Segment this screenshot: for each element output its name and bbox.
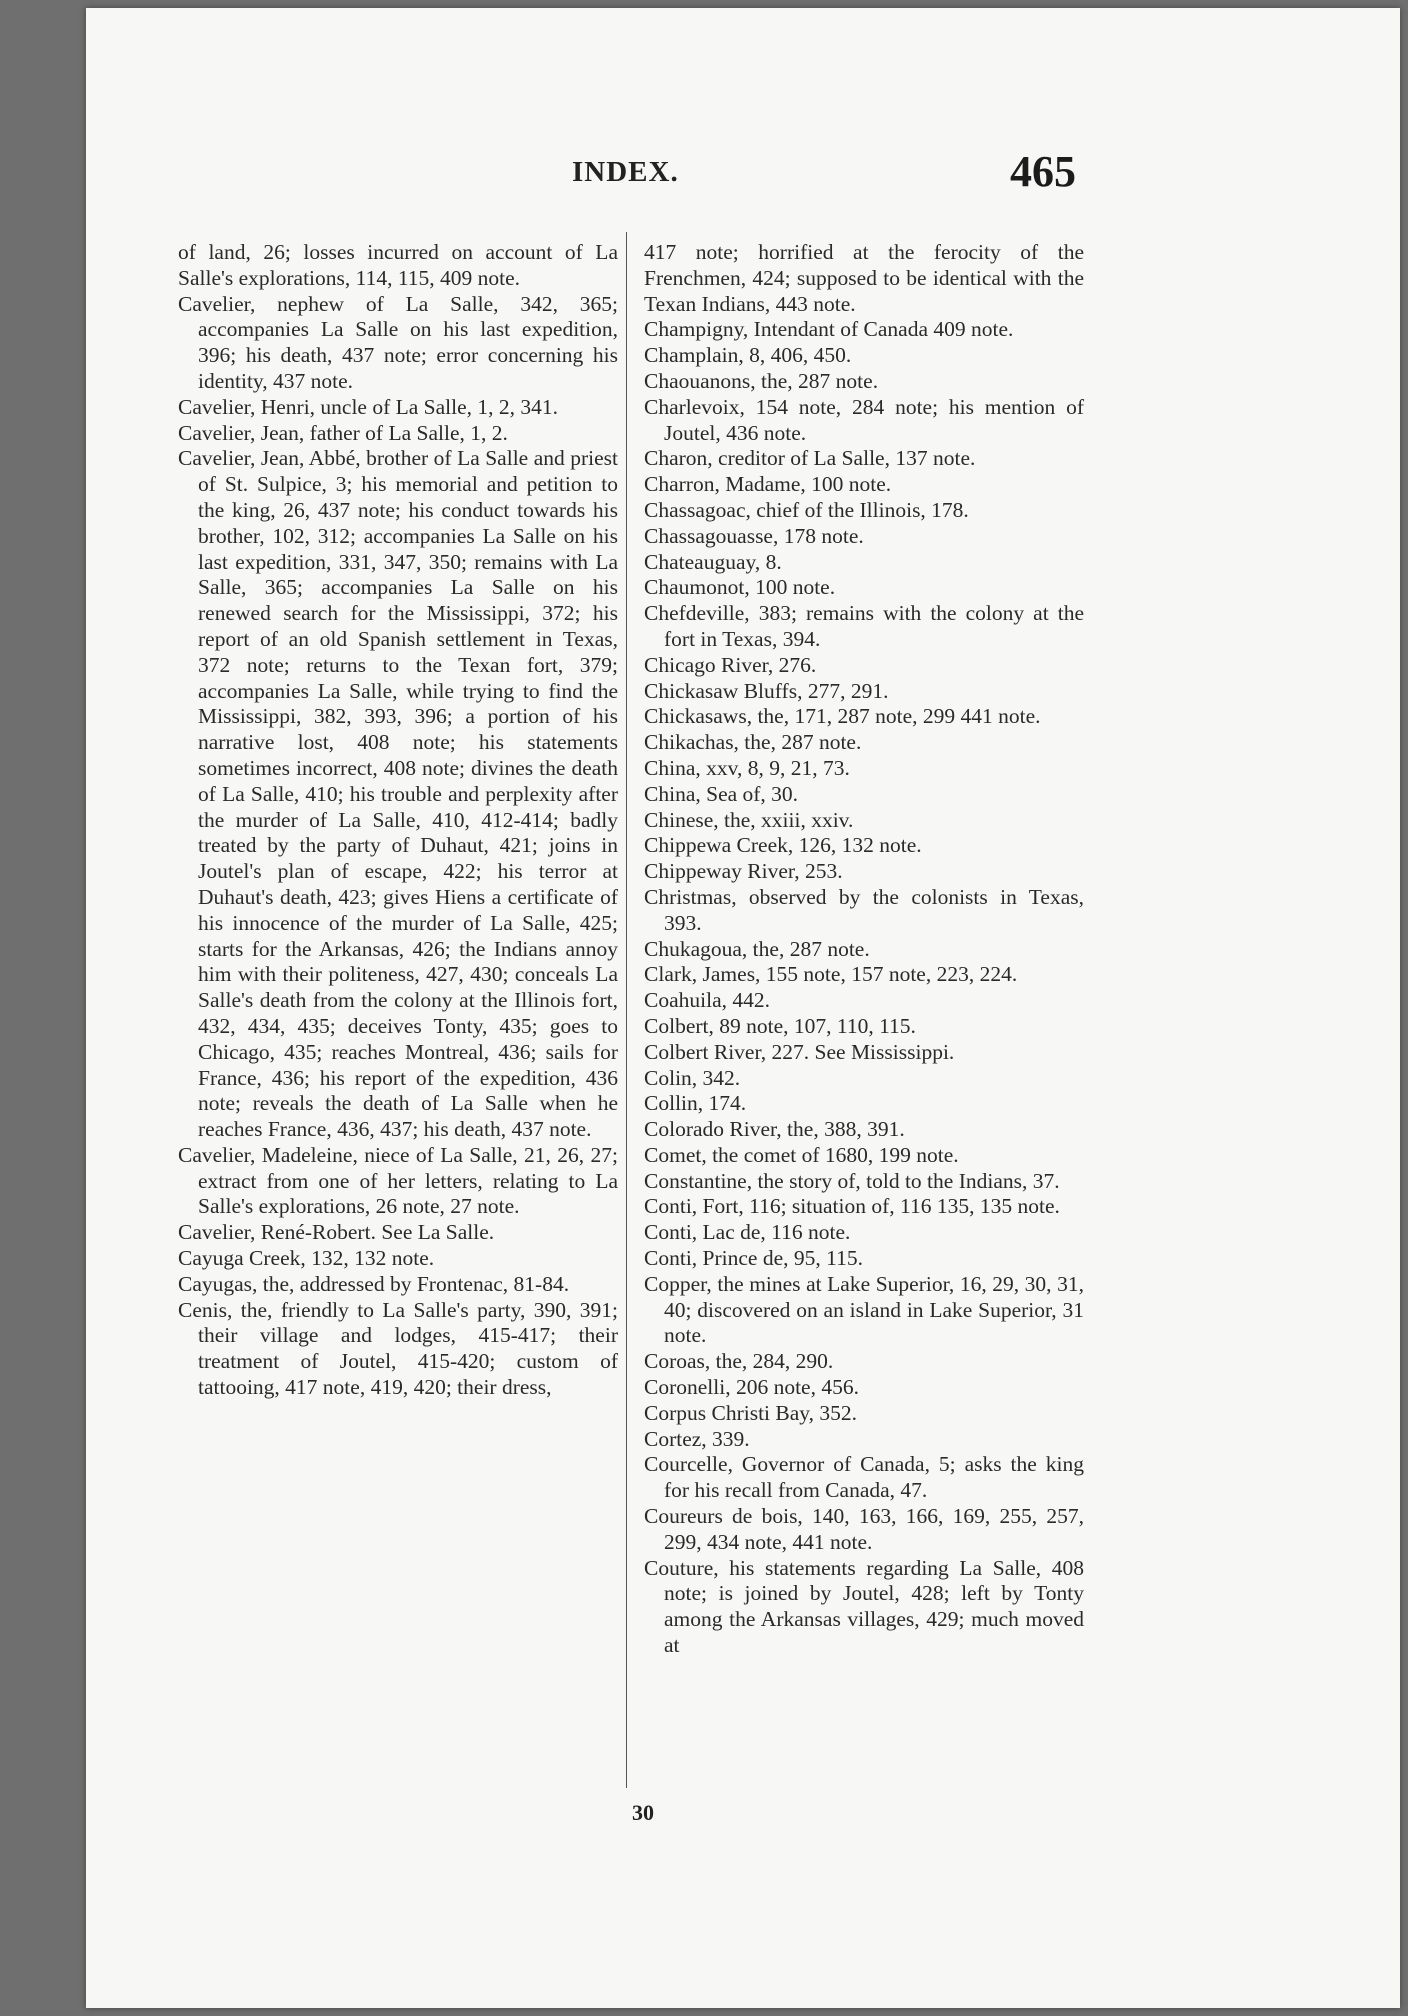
- index-column-right: [644, 240, 1084, 1659]
- index-entry: Colorado River, the, 388, 391.: [644, 1117, 905, 1142]
- index-entry: Copper, the mines at Lake Superior, 16, 29, 30, 31, 40; discovered on an island in Lake Superior, 31 note.: [644, 1271, 1084, 1348]
- index-entry: Coahuila, 442.: [644, 988, 770, 1013]
- index-entry: Cavelier, nephew of La Salle, 342, 365; accompanies La Salle on his last expedition, 396; his death, 437 note; error concerning his identity, 437 note.: [178, 291, 618, 393]
- index-entry: Colbert, 89 note, 107, 110, 115.: [644, 1013, 916, 1038]
- index-entry: Coureurs de bois, 140, 163, 166, 169, 255, 257, 299, 434 note, 441 note.: [644, 1504, 1084, 1554]
- index-entry: Cavelier, Madeleine, niece of La Salle, 21, 26, 27; extract from one of her letters, relating to La Salle's explorations, 26 note, 27 note.: [178, 1142, 618, 1219]
- index-entry: Cavelier, René-Robert. See La Salle.: [178, 1220, 495, 1245]
- index-entry: Conti, Fort, 116; situation of, 116 135, 135 note.: [644, 1194, 1060, 1219]
- index-entry: Chateauguay, 8.: [644, 549, 782, 574]
- index-entry: Charron, Madame, 100 note.: [644, 472, 892, 497]
- index-entry: Clark, James, 155 note, 157 note, 223, 224.: [644, 962, 1018, 987]
- index-entry: Chippeway River, 253.: [644, 859, 843, 884]
- index-entry: Chukagoua, the, 287 note.: [644, 936, 870, 961]
- index-entry: Chickasaws, the, 171, 287 note, 299 441 note.: [644, 704, 1041, 729]
- index-entry: Charon, creditor of La Salle, 137 note.: [644, 446, 976, 471]
- index-entry: Chinese, the, xxiii, xxiv.: [644, 807, 854, 832]
- index-entry: Collin, 174.: [644, 1091, 747, 1116]
- index-entry: Chippewa Creek, 126, 132 note.: [644, 833, 922, 858]
- index-entry: Chaumonot, 100 note.: [644, 575, 836, 600]
- index-entry: Chaouanons, the, 287 note.: [644, 368, 879, 393]
- index-entry: Couture, his statements regarding La Salle, 408 note; is joined by Joutel, 428; left by Tonty among the Arkansas villages, 429; much moved at: [644, 1555, 1084, 1658]
- index-entry: 417 note; horrified at the ferocity of the Frenchmen, 424; supposed to be identical with the Texan Indians, 443 note.: [644, 240, 1084, 316]
- page-number: 465: [1010, 147, 1076, 196]
- index-entry: Cayugas, the, addressed by Frontenac, 81-84.: [178, 1271, 570, 1296]
- index-entry: China, xxv, 8, 9, 21, 73.: [644, 755, 850, 780]
- index-entry: Cenis, the, friendly to La Salle's party, 390, 391; their village and lodges, 415-417; their treatment of Joutel, 415-420; custom of tattooing, 417 note, 419, 420; their dress,: [178, 1297, 618, 1400]
- signature-mark: 30: [632, 1800, 654, 1825]
- index-column-left: [178, 240, 618, 1401]
- index-entry: Champigny, Intendant of Canada 409 note.: [644, 317, 1014, 342]
- index-entry: Colin, 342.: [644, 1065, 741, 1090]
- index-entry: Chassagoac, chief of the Illinois, 178.: [644, 497, 969, 522]
- index-entry: Chefdeville, 383; remains with the colony at the fort in Texas, 394.: [644, 601, 1084, 651]
- index-entry: Cavelier, Jean, father of La Salle, 1, 2.: [178, 420, 508, 445]
- index-entry: Cavelier, Henri, uncle of La Salle, 1, 2, 341.: [178, 394, 559, 419]
- index-entry: China, Sea of, 30.: [644, 781, 799, 806]
- index-entry: Conti, Lac de, 116 note.: [644, 1220, 851, 1245]
- index-entry: Cayuga Creek, 132, 132 note.: [178, 1246, 435, 1271]
- index-entry: Charlevoix, 154 note, 284 note; his mention of Joutel, 436 note.: [644, 394, 1084, 445]
- column-divider: [626, 232, 627, 1788]
- index-entry: Chicago River, 276.: [644, 652, 817, 677]
- index-entry: Chikachas, the, 287 note.: [644, 730, 862, 755]
- index-entry: Courcelle, Governor of Canada, 5; asks the king for his recall from Canada, 47.: [644, 1452, 1084, 1503]
- index-entry: Chickasaw Bluffs, 277, 291.: [644, 678, 889, 703]
- index-entry: Corpus Christi Bay, 352.: [644, 1400, 858, 1425]
- index-entry: Christmas, observed by the colonists in Texas, 393.: [644, 884, 1084, 935]
- index-entry: Coronelli, 206 note, 456.: [644, 1375, 859, 1400]
- index-entry: Comet, the comet of 1680, 199 note.: [644, 1142, 959, 1167]
- index-entry: Cortez, 339.: [644, 1426, 750, 1451]
- running-header: INDEX.: [572, 156, 679, 188]
- index-entry: Constantine, the story of, told to the Indians, 37.: [644, 1168, 1060, 1193]
- index-entry: Chassagouasse, 178 note.: [644, 523, 864, 548]
- index-entry: Coroas, the, 284, 290.: [644, 1349, 834, 1374]
- index-entry: Colbert River, 227. See Mississippi.: [644, 1039, 955, 1064]
- index-entry: Conti, Prince de, 95, 115.: [644, 1246, 863, 1271]
- index-entry: Champlain, 8, 406, 450.: [644, 343, 852, 368]
- index-entry: of land, 26; losses incurred on account of La Salle's explorations, 114, 115, 409 note.: [178, 240, 618, 290]
- index-entry: Cavelier, Jean, Abbé, brother of La Salle and priest of St. Sulpice, 3; his memorial and petition to the king, 26, 437 note; his conduct towards his brother, 102, 312; accompanies La Salle on his last expedition, 331, 347, 350; remains with La Salle, 365; accompanies La Salle on his renewed search for the Mississippi, 372; his report of an old Spanish settlement in Texas, 372 note; returns to the Texan fort, 379; accompanies La Salle, while trying to find the Mississippi, 382, 393, 396; a portion of his narrative lost, 408 note; his statements sometimes incorrect, 408 note; divines the death of La Salle, 410; his trouble and perplexity after the murder of La Salle, 410, 412-414; badly treated by the party of Duhaut, 421; joins in Joutel's plan of escape, 422; his terror at Duhaut's death, 423; gives Hiens a certificate of his innocence of the murder of La Salle, 425; starts for the Arkansas, 426; the Indians annoy him with their politeness, 427, 430; conceals La Salle's death from the colony at the Illinois fort, 432, 434, 435; deceives Tonty, 435; goes to Chicago, 435; reaches Montreal, 436; sails for France, 436; his report of the expedition, 436 note; reveals the death of La Salle when he reaches France, 436, 437; his death, 437 note.: [178, 446, 618, 1142]
